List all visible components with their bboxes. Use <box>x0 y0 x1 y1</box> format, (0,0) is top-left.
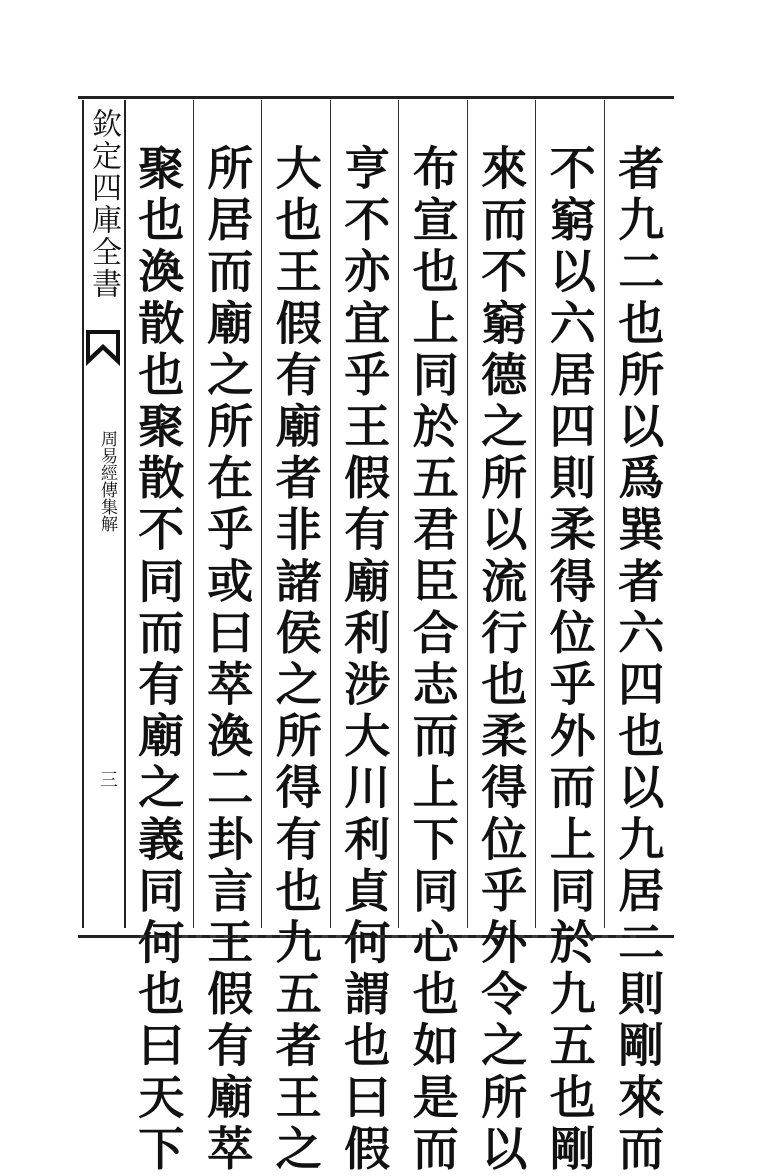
text-column <box>398 100 467 1176</box>
column-text: 所居而廟之所在乎或曰萃渙二卦言王假有廟萃 <box>200 144 255 1176</box>
column-text: 布宣也上同於五君臣合志而上下同心也如是而 <box>405 144 460 1176</box>
column-text: 聚也渙散也聚散不同而有廟之義同何也曰天下 <box>131 144 186 1176</box>
margin-title: 欽定四庫全書 <box>86 108 121 300</box>
column-text: 不窮以六居四則柔得位乎外而上同於九五也剛 <box>542 144 597 1176</box>
fishtail-mark-icon <box>84 328 122 368</box>
margin-page-number: 三 <box>97 770 118 788</box>
text-column <box>467 100 536 1176</box>
text-columns <box>124 100 672 1176</box>
text-column <box>261 100 330 1176</box>
scan-noise <box>140 935 640 938</box>
column-text: 者九二也所以爲巽者六四也以九居二則剛來而 <box>611 144 666 1176</box>
text-column <box>330 100 399 1176</box>
text-column <box>535 100 604 1176</box>
column-text: 亨不亦宜乎王假有廟利涉大川利貞何謂也曰假 <box>337 144 392 1176</box>
column-text: 大也王假有廟者非諸侯之所得有也九五者王之 <box>268 144 323 1176</box>
margin-book-title: 周易經傳集解 <box>97 430 117 532</box>
text-column <box>124 100 193 1176</box>
column-text: 來而不窮德之所以流行也柔得位乎外令之所以 <box>474 144 529 1176</box>
text-column <box>604 100 673 1176</box>
text-column <box>193 100 262 1176</box>
